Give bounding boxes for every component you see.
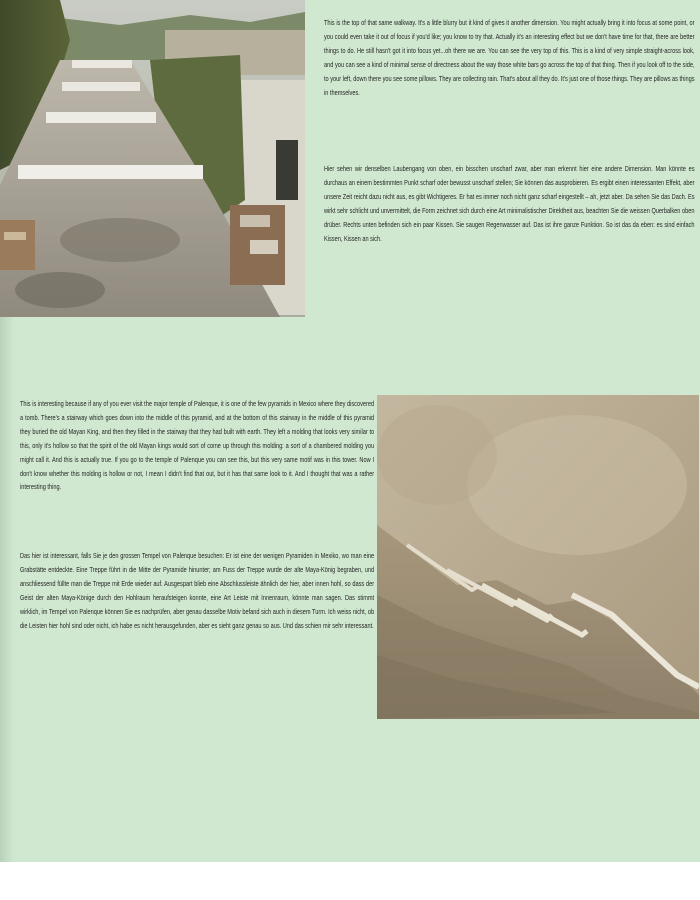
staircase-photo [377, 395, 699, 719]
walkway-paragraph-german: Hier sehen wir denselben Laubengang von oben, ein bisschen unscharf zwar, aber man erkennt hier eine andere Dimension. Man könnte es durchaus an einem bestimmten Punkt scharf oder bewusst unscharf stellen; Sie können das ausprobieren. Es ergibt einen interessanten Effekt, aber unsere Zeit reicht dazu nicht aus, es gibt Wichtigeres. Er hat es immer noch nicht ganz scharf eingestellt – ah, jetzt aber. Da sehen Sie das Dach. Es wirkt sehr schlicht und unvermittelt, die Form zeichnet sich durch eine Art minimalistischer Direktheit aus, beachten Sie die weissen Querbalken oben drüber. Rechts unten befinden sich ein paar Kissen. Sie saugen Regenwasser auf. Das ist ihre ganze Funktion. So ist das da eben: es sind einfach Kissen, Kissen an sich. [324, 164, 695, 243]
palenque-paragraph-english: This is interesting because if any of you ever visit the major temple of Palenque, it is one of the few pyramids in Mexico where they discovered a tomb. There's a stairway which goes down into the middle of this pyramid, and at the bottom of this stairway in the middle of this pyramid they buried the old Mayan King, and then they filled in the stairway that they had built with earth. They left a molding that looks very similar to this, only it's hollow so that the spirit of the old Mayan kings would sort of come up through this molding: a sort of a chambered molding you might call it. And this is actually true. If you go to the temple of Palenque you can see this, but this very same motif was in this tower. Now I don't know whether this molding is hollow or not, I mean I didn't find that out, but it has that same look to it. And I thought that was a rather interesting thing. [20, 399, 375, 492]
walkway-rooftop-photo [0, 0, 305, 317]
palenque-paragraph-german: Das hier ist interessant, falls Sie je den grossen Tempel von Palenque besuchen: Er ist eine der wenigen Pyramiden in Mexiko, wo man eine Grabstätte entdeckte. Eine Treppe führt in die Mitte der Pyramide hinunter; am Fuss der Treppe wurde der alte Maya-König begraben, und anschliessend füllte man die Treppe mit Erde wieder auf. Ausgespart blieb eine Abschlussleiste ähnlich der hier, aber innen hohl, so dass der Geist der alten Maya-Könige durch den Hohlraum heraufsteigen konnte, eine Art Leiste mit Innenraum, könnte man sagen. Das stimmt wirklich, im Tempel von Palenque können Sie es nachprüfen, aber genau dasselbe Motiv befand sich auch in diesem Turm. Ich weiss nicht, ob die Leisten hier hohl sind oder nicht, ich habe es nicht herausgefunden, aber es sieht ganz genau so aus. Und das schien mir sehr interessant. [20, 551, 375, 630]
walkway-paragraph-english: This is the top of that same walkway. It's a little blurry but it kind of gives it another dimension. You might actually bring it into focus at some point, or you could even take it out of focus if you'd like; you know to try that. Actually it's an interesting effect but we don't have time for that, there are better things to do. He still hasn't got it into focus yet...oh there we are. You can see the very top of this. This is a kind of very simple straight-across look, and you can see a kind of minimal sense of directness about the way those white bars go across the top of that thing. Then if you look off to the side, to your left, down there you see some pillows. They are collecting rain. That's about all they do. It's just one of those things. They are pillows as things in themselves. [324, 18, 695, 97]
